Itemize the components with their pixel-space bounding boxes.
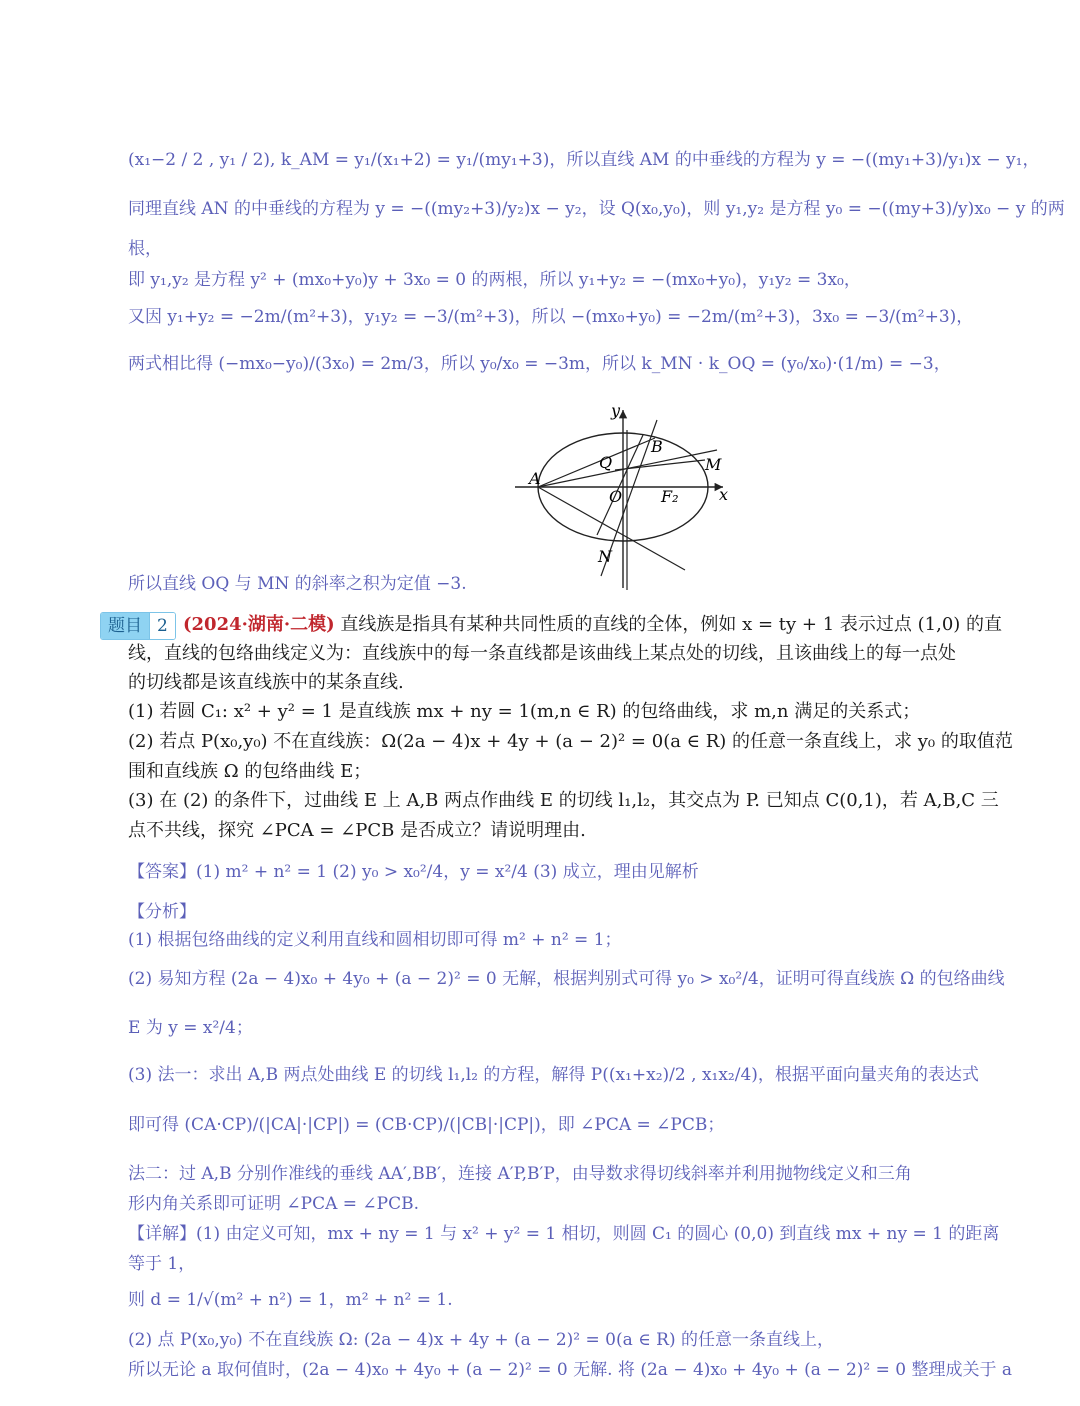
label-y: y	[611, 401, 621, 420]
label-M: M	[705, 455, 722, 474]
label-F2: F₂	[661, 487, 679, 506]
badge-label: 题目	[101, 613, 149, 639]
label-A: A	[529, 469, 541, 488]
label-B: B	[651, 437, 663, 456]
answer-label: 【答案】	[128, 862, 196, 882]
line-AB	[538, 438, 655, 487]
label-O: O	[609, 487, 623, 506]
analysis-p3b: 即可得 (CA·CP)/(|CA|·|CP|) = (CB·CP)/(|CB|·|CP|)，即 ∠PCA = ∠PCB；	[128, 1115, 725, 1135]
problem-line-2: 线，直线的包络曲线定义为：直线族中的每一条直线都是该曲线上某点处的切线，且该曲线上的每一点处	[128, 643, 956, 664]
solution-line-3: 根，	[128, 239, 162, 259]
label-N: N	[598, 547, 612, 566]
badge-number: 2	[149, 613, 175, 639]
problem-line-1	[183, 613, 1002, 637]
ellipse-figure	[505, 400, 750, 592]
problem-badge	[100, 612, 176, 640]
answer-text: (1) m² + n² = 1 (2) y₀ > x₀²/4，y = x²/4 (3) 成立，理由见解析	[196, 862, 699, 882]
solution-line-1: (x₁−2 / 2 , y₁ / 2), k_AM = y₁/(x₁+2) = y₁/(my₁+3)，所以直线 AM 的中垂线的方程为 y = −((my₁+3)/y₁)x − y₁，	[128, 150, 1040, 170]
label-Q: Q	[599, 453, 613, 472]
question-1: (1) 若圆 C₁: x² + y² = 1 是直线族 mx + ny = 1(m,n ∈ R) 的包络曲线，求 m,n 满足的关系式；	[128, 701, 921, 722]
analysis-p1: (1) 根据包络曲线的定义利用直线和圆相切即可得 m² + n² = 1；	[128, 930, 622, 950]
detail-d2: 等于 1，	[128, 1254, 196, 1274]
analysis-p2b: E 为 y = x²/4；	[128, 1018, 253, 1038]
question-3b: 点不共线，探究 ∠PCA = ∠PCB 是否成立？请说明理由.	[128, 820, 586, 841]
analysis-p2a: (2) 易知方程 (2a − 4)x₀ + 4y₀ + (a − 2)² = 0 无解，根据判别式可得 y₀ > x₀²/4，证明可得直线族 Ω 的包络曲线	[128, 969, 1005, 989]
question-3a: (3) 在 (2) 的条件下，过曲线 E 上 A,B 两点作曲线 E 的切线 l₁,l₂，其交点为 P. 已知点 C(0,1)，若 A,B,C 三	[128, 790, 999, 811]
detail-label: 【详解】	[128, 1224, 196, 1244]
solution-line-2: 同理直线 AN 的中垂线的方程为 y = −((my₂+3)/y₂)x − y₂，设 Q(x₀,y₀)，则 y₁,y₂ 是方程 y₀ = −((my+3)/y)x₀ − y 的两	[128, 199, 1065, 219]
analysis-label: 【分析】	[128, 902, 196, 922]
solution-line-4: 即 y₁,y₂ 是方程 y² + (mx₀+y₀)y + 3x₀ = 0 的两根，所以 y₁+y₂ = −(mx₀+y₀)，y₁y₂ = 3x₀，	[128, 270, 861, 290]
detail-d4: (2) 点 P(x₀,y₀) 不在直线族 Ω: (2a − 4)x + 4y + (a − 2)² = 0(a ∈ R) 的任意一条直线上，	[128, 1330, 834, 1350]
analysis-p4b: 形内角关系即可证明 ∠PCA = ∠PCB.	[128, 1194, 420, 1214]
detail-d5: 所以无论 a 取何值时，(2a − 4)x₀ + 4y₀ + (a − 2)² = 0 无解. 将 (2a − 4)x₀ + 4y₀ + (a − 2)² = 0 整理成关于 a	[128, 1360, 1013, 1380]
detail-line-1	[128, 1222, 999, 1246]
label-x: x	[719, 485, 729, 504]
question-2b: 围和直线族 Ω 的包络曲线 E；	[128, 761, 372, 782]
analysis-p4a: 法二：过 A,B 分别作准线的垂线 AA′,BB′，连接 A′P,B′P，由导数求得切线斜率并利用抛物线定义和三角	[128, 1164, 912, 1184]
answer-line	[128, 860, 699, 884]
detail-d3: 则 d = 1/√(m² + n²) = 1，m² + n² = 1.	[128, 1290, 453, 1310]
solution-line-6: 两式相比得 (−mx₀−y₀)/(3x₀) = 2m/3，所以 y₀/x₀ = −3m，所以 k_MN · k_OQ = (y₀/x₀)·(1/m) = −3，	[128, 354, 951, 374]
problem-source: (2024·湖南·二模)	[183, 614, 335, 635]
solution-line-5: 又因 y₁+y₂ = −2m/(m²+3)，y₁y₂ = −3/(m²+3)，所以 −(mx₀+y₀) = −2m/(m²+3)，3x₀ = −3/(m²+3)，	[128, 307, 974, 327]
analysis-p3a: (3) 法一：求出 A,B 两点处曲线 E 的切线 l₁,l₂ 的方程，解得 P((x₁+x₂)/2 , x₁x₂/4)，根据平面向量夹角的表达式	[128, 1065, 979, 1085]
detail-d1: (1) 由定义可知，mx + ny = 1 与 x² + y² = 1 相切，则圆 C₁ 的圆心 (0,0) 到直线 mx + ny = 1 的距离	[196, 1224, 1000, 1244]
problem-text-1: 直线族是指具有某种共同性质的直线的全体，例如 x = ty + 1 表示过点 (1,0) 的直	[340, 614, 1003, 635]
solution-conclusion: 所以直线 OQ 与 MN 的斜率之积为定值 −3.	[128, 574, 467, 594]
line-OQ	[597, 435, 643, 535]
question-2a: (2) 若点 P(x₀,y₀) 不在直线族：Ω(2a − 4)x + 4y + (a − 2)² = 0(a ∈ R) 的任意一条直线上，求 y₀ 的取值范	[128, 731, 1013, 752]
problem-line-3: 的切线都是该直线族中的某条直线.	[128, 672, 404, 693]
